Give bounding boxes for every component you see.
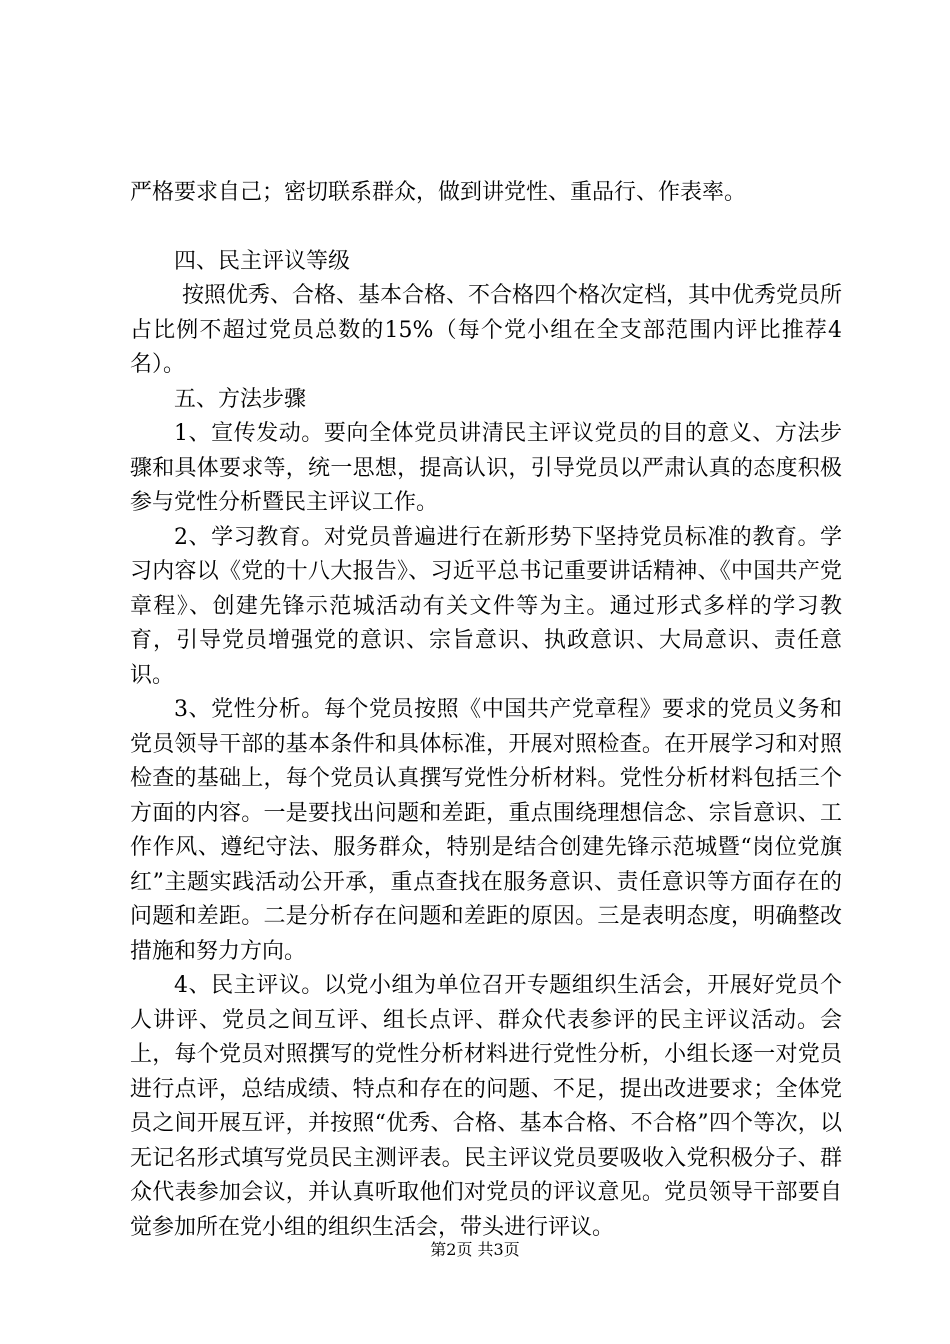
- paragraph-step-4: 4、民主评议。以党小组为单位召开专题组织生活会，开展好党员个人讲评、党员之间互评、组长点评、群众代表参评的民主评议活动。会上，每个党员对照撰写的党性分析材料进行党性分析，小组长逐一对党员进行点评，总结成绩、特点和存在的问题、不足，提出改进要求；全体党员之间开展互评，并按照“优秀、合格、基本合格、不合格”四个等次，以无记名形式填写党员民主测评表。民主评议党员要吸收入党积极分子、群众代表参加会议，并认真听取他们对党员的评议意见。党员领导干部要自觉参加所在党小组的组织生活会，带头进行评议。: [130, 973, 842, 1240]
- paragraph-continuation: 严格要求自己；密切联系群众，做到讲党性、重品行、作表率。: [130, 180, 747, 205]
- paragraph-step-3: 3、党性分析。每个党员按照《中国共产党章程》要求的党员义务和党员领导干部的基本条件和具体标准，开展对照检查。在开展学习和对照检查的基础上，每个党员认真撰写党性分析材料。党性分析材料包括三个方面的内容。一是要找出问题和差距，重点围绕理想信念、宗旨意识、工作作风、遵纪守法、服务群众，特别是结合创建先锋示范城暨“岗位党旗红”主题实践活动公开承，重点查找在服务意识、责任意识等方面存在的问题和差距。二是分析存在问题和差距的原因。三是表明态度，明确整改措施和努力方向。: [130, 697, 842, 964]
- paragraph-evaluation-levels: 按照优秀、合格、基本合格、不合格四个格次定档，其中优秀党员所占比例不超过党员总数的15%（每个党小组在全支部范围内评比推荐4名）。: [130, 283, 843, 377]
- section-heading-4: 四、民主评议等级: [174, 248, 351, 274]
- paragraph-step-2: 2、学习教育。对党员普遍进行在新形势下坚持党员标准的教育。学习内容以《党的十八大报告》、习近平总书记重要讲话精神、《中国共产党章程》、创建先锋示范城活动有关文件等为主。通过形式多样的学习教育，引导党员增强党的意识、宗旨意识、执政意识、大局意识、责任意识。: [130, 524, 842, 688]
- page-number-footer: 第2页 共3页: [430, 1240, 520, 1259]
- document-body: [130, 176, 842, 1245]
- section-heading-5: 五、方法步骤: [174, 386, 307, 412]
- paragraph-step-1: 1、宣传发动。要向全体党员讲清民主评议党员的目的意义、方法步骤和具体要求等，统一思想，提高认识，引导党员以严肃认真的态度积极参与党性分析暨民主评议工作。: [130, 421, 842, 515]
